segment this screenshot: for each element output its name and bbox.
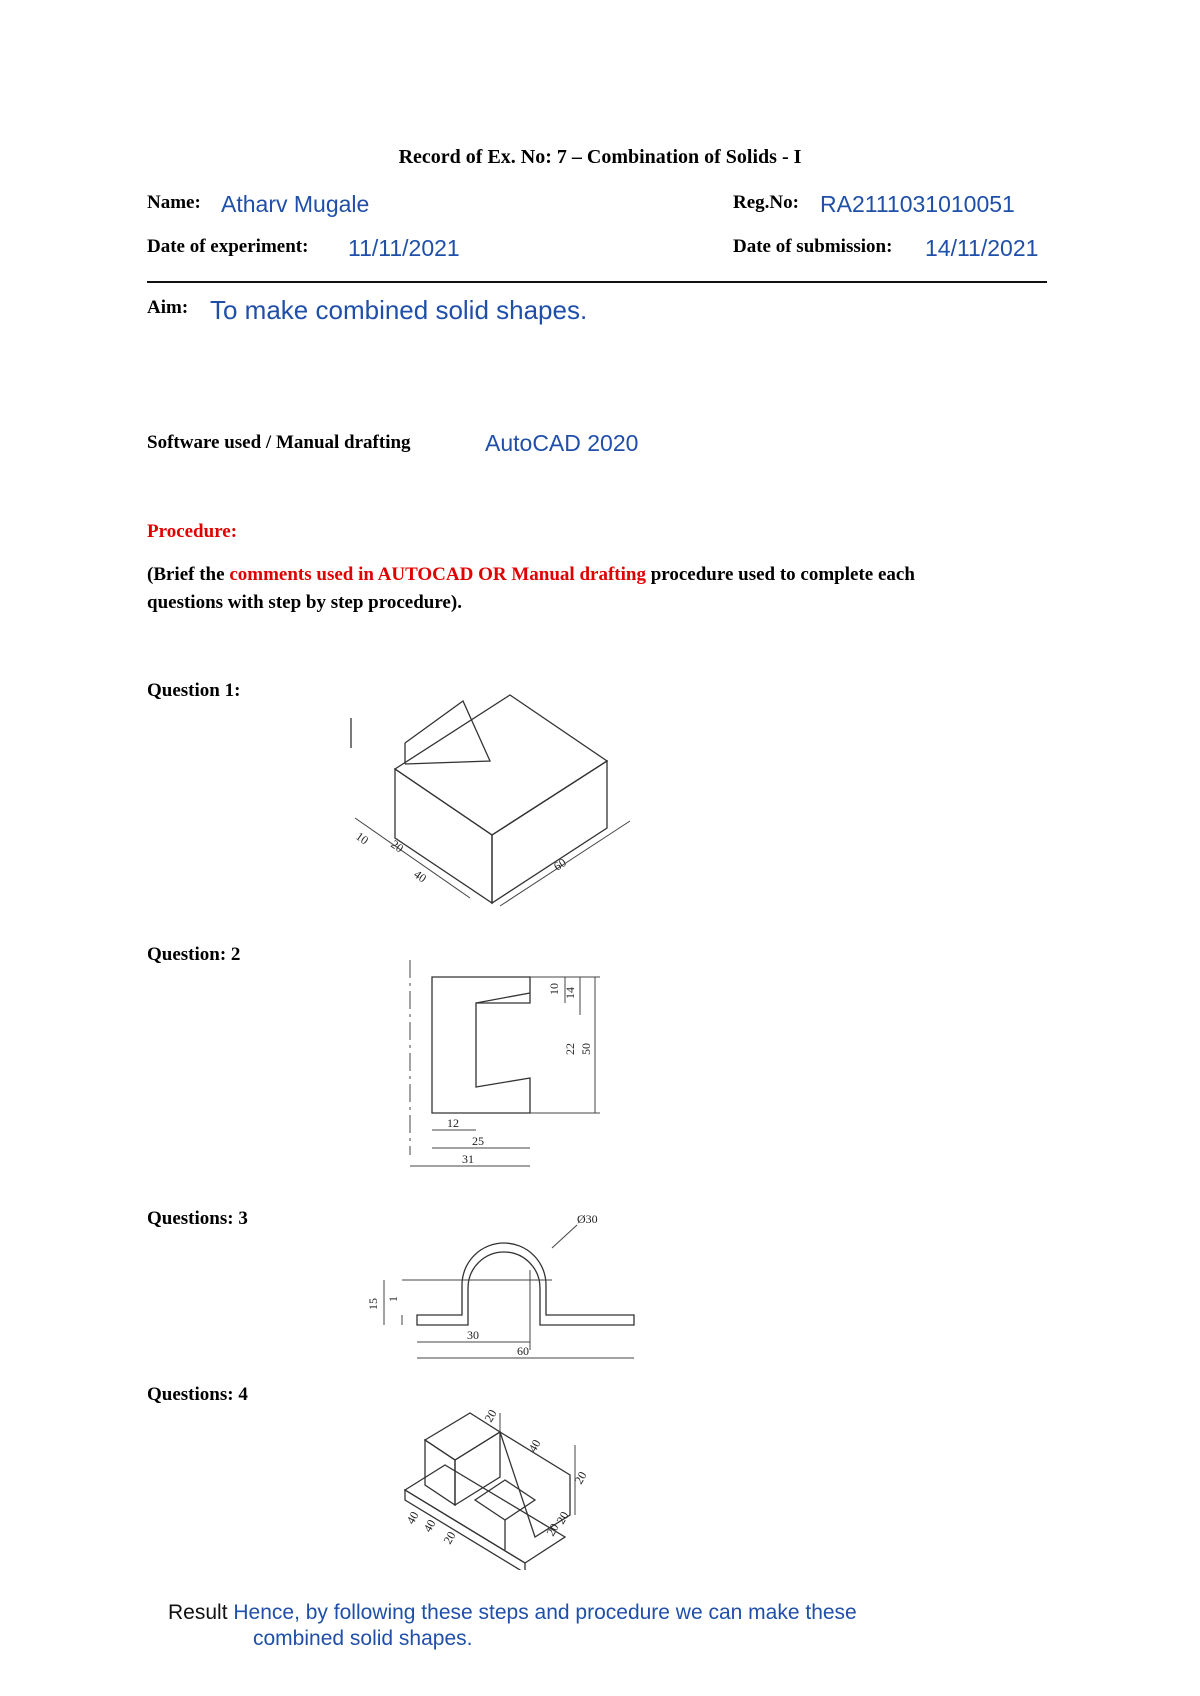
date-experiment-label: Date of experiment:	[147, 236, 309, 257]
question-3-drawing	[362, 1210, 662, 1370]
result-line-2: combined solid shapes.	[253, 1627, 473, 1650]
question-4-label: Questions: 4	[147, 1384, 248, 1405]
q3-dim-2: 15	[366, 1298, 380, 1310]
q1-dim-1: 10	[353, 828, 372, 848]
software-value: AutoCAD 2020	[485, 430, 639, 456]
q2-dim-6: 25	[472, 1134, 484, 1148]
question-4-drawing	[395, 1405, 635, 1570]
reg-value: RA2111031010051	[820, 191, 1015, 217]
reg-label: Reg.No:	[733, 192, 799, 213]
procedure-brief-line2: questions with step by step procedure).	[147, 592, 462, 613]
q4-dim-4: 20	[553, 1509, 572, 1527]
q2-dim-2: 14	[563, 987, 577, 999]
procedure-heading: Procedure:	[147, 521, 238, 542]
name-label: Name:	[147, 192, 201, 213]
result-section	[168, 1600, 1088, 1652]
q2-dim-3: 22	[563, 1043, 577, 1055]
date-submission-label: Date of submission:	[733, 236, 893, 257]
q1-dim-4: 60	[551, 855, 569, 874]
result-line-1: Hence, by following these steps and procedure we can make these	[233, 1601, 857, 1624]
q1-dim-3: 40	[411, 866, 430, 886]
page-title: Record of Ex. No: 7 – Combination of Solids - I	[398, 146, 802, 168]
q4-dim-7: 40	[420, 1517, 439, 1535]
header-divider	[147, 281, 1047, 283]
q3-dim-4: 30	[467, 1328, 479, 1342]
q3-dim-5: 60	[517, 1344, 529, 1358]
aim-label: Aim:	[147, 297, 189, 318]
q4-dim-5: 20	[543, 1521, 562, 1539]
procedure-brief-line1: (Brief the comments used in AUTOCAD OR Manual drafting procedure used to complete each	[147, 564, 915, 585]
date-experiment-value: 11/11/2021	[348, 235, 460, 261]
aim-value: To make combined solid shapes.	[210, 295, 588, 325]
question-2-label: Question: 2	[147, 944, 241, 965]
q2-dim-7: 31	[462, 1152, 474, 1166]
q4-dim-3: 20	[571, 1469, 590, 1487]
question-1-drawing	[345, 688, 685, 918]
question-3-label: Questions: 3	[147, 1208, 248, 1229]
name-value: Atharv Mugale	[221, 191, 370, 217]
q1-dim-2: 20	[388, 836, 407, 856]
q2-dim-4: 50	[579, 1043, 593, 1055]
q3-dim-3: 1	[386, 1296, 400, 1302]
q4-dim-8: 20	[440, 1529, 459, 1547]
date-submission-value: 14/11/2021	[925, 235, 1039, 261]
q4-dim-6: 40	[403, 1509, 422, 1527]
question-2-drawing	[400, 955, 640, 1180]
q2-dim-5: 12	[447, 1116, 459, 1130]
question-1-label: Question 1:	[147, 680, 241, 701]
q4-dim-1: 20	[481, 1407, 500, 1425]
q4-dim-2: 40	[525, 1437, 544, 1455]
software-label: Software used / Manual drafting	[147, 432, 411, 453]
q2-dim-1: 10	[547, 983, 561, 995]
result-label: Result	[168, 1601, 228, 1624]
q3-dim-1: Ø30	[577, 1212, 598, 1226]
